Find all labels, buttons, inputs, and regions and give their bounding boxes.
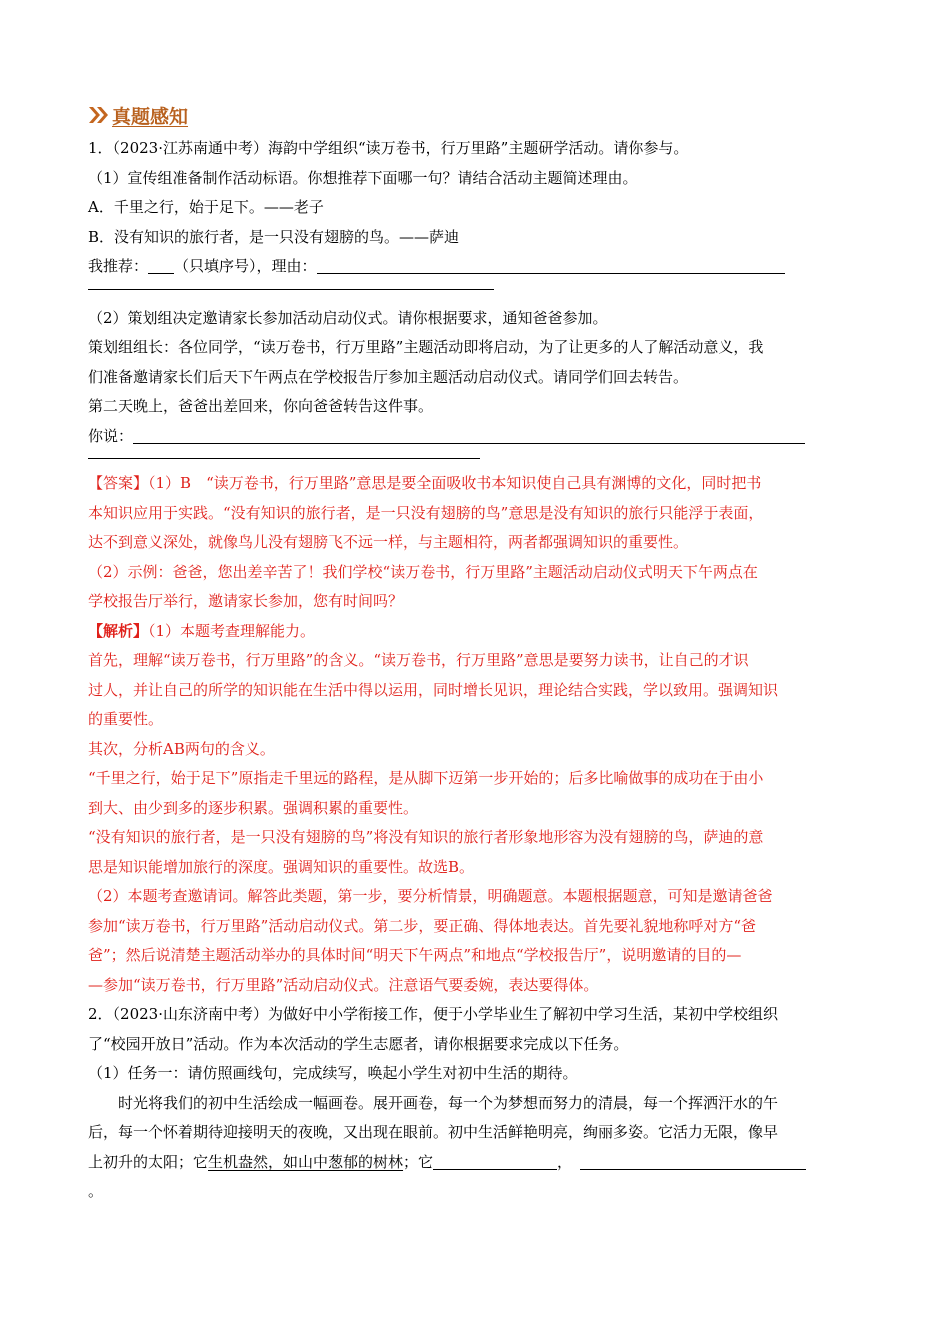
q1-option-b: B．没有知识的旅行者，是一只没有翅膀的鸟。——萨迪: [88, 227, 460, 246]
q2-passage-3: [88, 1148, 860, 1178]
explanation-line: 过人，并让自己的所学的知识能在生活中得以运用，同时增长见识，理论结合实践，学以致用。强调知识: [88, 680, 779, 699]
you-say-blank[interactable]: [133, 427, 805, 444]
you-say-label: 你说：: [88, 426, 134, 445]
section-heading: [88, 100, 860, 130]
reason-continuation-blank[interactable]: [88, 288, 494, 290]
answer-line: 【答案】（1）B “读万卷书，行万里路”意思是要全面吸收书本知识使自己具有渊博的文化，同时把书: [88, 474, 762, 492]
answer-line: 学校报告厅举行，邀请家长参加，您有时间吗？: [88, 592, 404, 610]
q1-next-day: 第二天晚上，爸爸出差回来，你向爸爸转告这件事。: [88, 397, 434, 415]
explanation-line: “没有知识的旅行者，是一只没有翅膀的鸟”将没有知识的旅行者形象地形容为没有翅膀的鸟，萨迪的意: [88, 828, 764, 846]
double-chevron-icon: [88, 105, 110, 125]
explanation-line: 思是知识能增加旅行的深度。强调知识的重要性。故选B。: [88, 857, 475, 876]
recommend-choice-blank[interactable]: [148, 257, 174, 274]
recommend-mid: （只填序号），理由：: [174, 257, 317, 275]
q2-passage-4: 。: [88, 1182, 104, 1200]
recommend-prefix: 我推荐：: [88, 257, 149, 275]
explanation-line: —参加“读万卷书，行万里路”活动启动仪式。注意语气要委婉，表达要得体。: [88, 975, 599, 994]
q2-stem-1: 2．（2023·山东济南中考）为做好中小学衔接工作，便于小学毕业生了解初中学习生活，某初中学校组织: [88, 1005, 778, 1023]
q1-option-a: A．千里之行，始于足下。——老子: [88, 198, 324, 216]
q1-leader-2: 们准备邀请家长们后天下午两点在学校报告厅参加主题活动启动仪式。请同学们回去转告。: [88, 367, 689, 386]
q1-stem: 1．（2023·江苏南通中考）海韵中学组织“读万卷书，行万里路”主题研学活动。请你参与。: [88, 139, 689, 157]
passage-text: 上初升的太阳；它: [88, 1152, 209, 1171]
explanation-first-line: [88, 617, 860, 647]
answer-line: 达不到意义深处，就像鸟儿没有翅膀飞不远一样，与主题相符，两者都强调知识的重要性。: [88, 533, 689, 551]
you-say-continuation-blank[interactable]: [88, 457, 480, 459]
explanation-line: （2）本题考查邀请词。解答此类题，第一步，要分析情景，明确题意。本题根据题意，可知是邀请爸爸: [88, 887, 773, 905]
explanation-line: 到大、由少到多的逐步积累。强调积累的重要性。: [88, 798, 419, 817]
answer-line: （2）示例：爸爸，您出差辛苦了！我们学校“读万卷书，行万里路”主题活动启动仪式明天下午两点在: [88, 562, 758, 581]
q1-part2: （2）策划组决定邀请家长参加活动启动仪式。请你根据要求，通知爸爸参加。: [88, 308, 608, 327]
section-title: 真题感知: [112, 105, 189, 128]
explanation-line: 爸”；然后说清楚主题活动举办的具体时间“明天下午两点”和地点“学校报告厅”，说明邀请的目的—: [88, 946, 742, 964]
q2-task1: （1）任务一：请仿照画线句，完成续写，唤起小学生对初中生活的期待。: [88, 1064, 578, 1082]
explanation-line: 其次，分析AB两句的含义。: [88, 739, 275, 758]
q2-stem-2: 了“校园开放日”活动。作为本次活动的学生志愿者，请你根据要求完成以下任务。: [88, 1034, 629, 1053]
explanation-line: 的重要性。: [88, 710, 164, 728]
passage-text: ；它: [403, 1152, 434, 1171]
q1-part1: （1）宣传组准备制作活动标语。你想推荐下面哪一句？请结合活动主题简述理由。: [88, 168, 638, 187]
explanation-label: 【解析】: [88, 621, 149, 640]
answer-line: 本知识应用于实践。“没有知识的旅行者，是一只没有翅膀的鸟”意思是没有知识的旅行只能浮于表面，: [88, 503, 764, 522]
passage-text: ，: [557, 1152, 573, 1171]
underlined-model-sentence: 生机盎然，如山中葱郁的树林: [208, 1152, 404, 1171]
continuation-blank-1[interactable]: [433, 1153, 557, 1170]
q1-leader-1: 策划组组长：各位同学，“读万卷书，行万里路”主题活动即将启动，为了让更多的人了解活动意义，我: [88, 338, 764, 356]
q2-passage-2: 后，每一个怀着期待迎接明天的夜晚，又出现在眼前。初中生活鲜艳明亮，绚丽多姿。它活力无限，像早: [88, 1123, 779, 1141]
explanation-line: “千里之行，始于足下”原指走千里远的路程，是从脚下迈第一步开始的；后多比喻做事的成功在于由小: [88, 769, 764, 787]
document-body: [88, 100, 860, 1207]
explanation-first-text: （1）本题考查理解能力。: [148, 621, 316, 640]
q2-passage-1: 时光将我们的初中生活绘成一幅画卷。展开画卷，每一个为梦想而努力的清晨，每一个挥洒汗水的午: [118, 1093, 779, 1112]
explanation-line: 参加“读万卷书，行万里路”活动启动仪式。第二步，要正确、得体地表达。首先要礼貌地称呼对方“爸: [88, 916, 757, 935]
explanation-line: 首先，理解“读万卷书，行万里路”的含义。“读万卷书，行万里路”意思是要努力读书，让自己的才识: [88, 651, 749, 669]
recommend-reason-blank[interactable]: [317, 257, 785, 274]
continuation-blank-2[interactable]: [580, 1153, 806, 1170]
q1-you-say-line: [88, 422, 860, 452]
q1-recommend-line: [88, 252, 860, 282]
